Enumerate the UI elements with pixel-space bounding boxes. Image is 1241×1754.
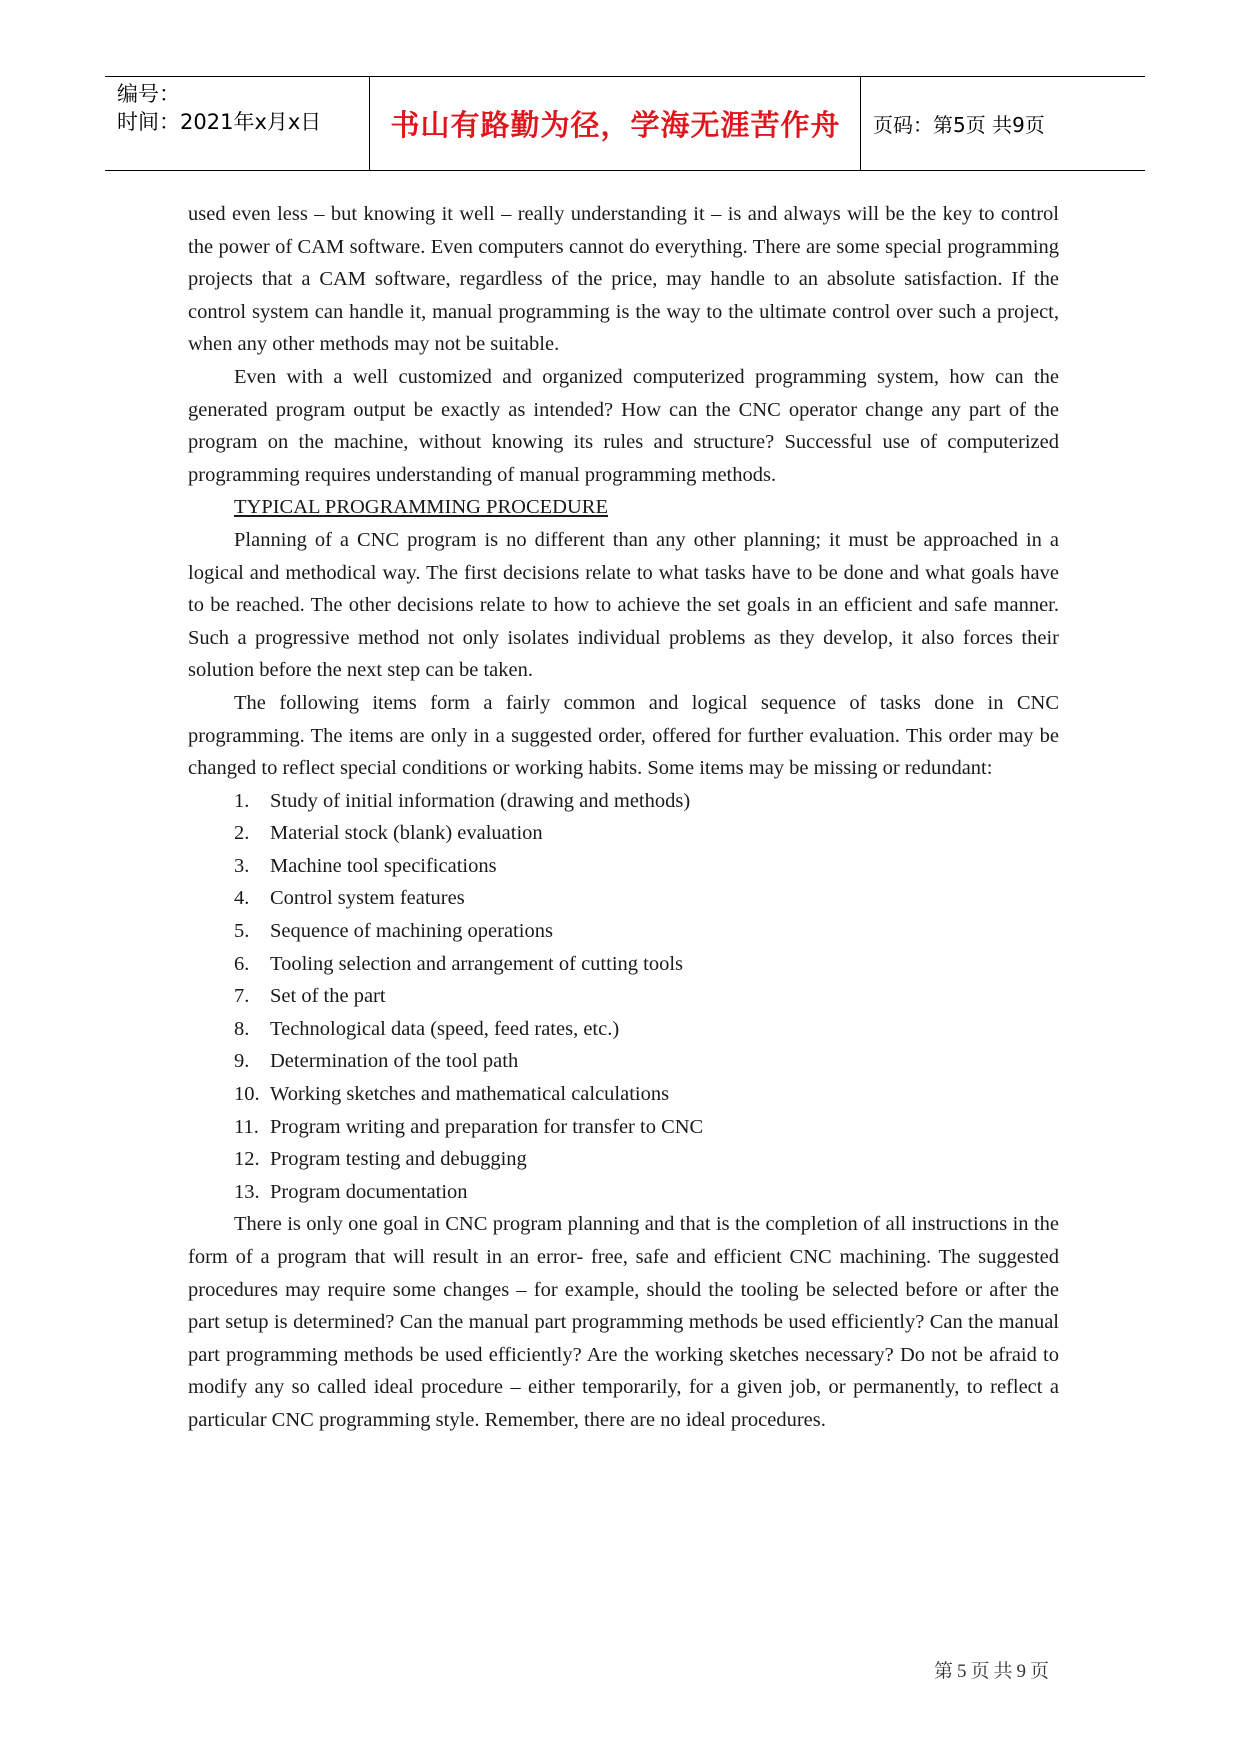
list-item <box>234 1078 1059 1111</box>
header-page-info: 页码：第5页 共9页 <box>873 113 1045 137</box>
list-item-number: 4. <box>234 887 250 910</box>
header-divider <box>860 77 861 170</box>
list-item-text: Control system features <box>270 887 465 910</box>
list-item-text: Sequence of machining operations <box>270 920 553 943</box>
list-item-text: Program documentation <box>270 1180 468 1203</box>
list-item <box>234 817 1059 850</box>
list-item <box>234 1111 1059 1144</box>
paragraph: Planning of a CNC program is no different than any other planning; it must be approached in a logical and methodical way. The first decisions relate to what tasks have to be done and what goals have to be reached. The other decisions relate to how to achieve the set goals in an efficient and safe manner. Such a progressive method not only isolates individual problems as they develop, it also forces their solution before the next step can be taken. <box>188 528 1059 682</box>
list-item-number: 13. <box>234 1180 260 1203</box>
list-item-number: 2. <box>234 822 250 845</box>
header-motto: 书山有路勤为径，学海无涯苦作舟 <box>390 108 841 142</box>
document-number-label: 编号： <box>117 82 180 106</box>
list-item-text: Study of initial information (drawing and methods) <box>270 789 691 812</box>
list-item-text: Working sketches and mathematical calculations <box>270 1083 670 1106</box>
list-item-number: 10. <box>234 1083 260 1106</box>
list-item <box>234 882 1059 915</box>
list-item <box>234 1176 1059 1209</box>
list-item <box>234 1045 1059 1078</box>
list-item <box>234 915 1059 948</box>
list-item-number: 11. <box>234 1115 259 1138</box>
list-item <box>234 980 1059 1013</box>
list-item <box>234 785 1059 818</box>
list-item-number: 12. <box>234 1148 260 1171</box>
paragraph: used even less – but knowing it well – really understanding it – is and always will be the key to control the power of CAM software. Even computers cannot do everything. There are some special programming projects that a CAM software, regardless of the price, may handle to an absolute satisfaction. If the control system can handle it, manual programming is the way to the ultimate control over such a project, when any other methods may not be suitable. <box>188 203 1059 356</box>
list-item-text: Program testing and debugging <box>270 1148 527 1171</box>
paragraph: There is only one goal in CNC program planning and that is the completion of all instructions in the form of a program that will result in an error- free, safe and efficient CNC machining. The suggested procedures may require some changes – for example, should the tooling be selected before or after the part setup is determined? Can the manual part programming methods be used efficiently? Can the manual part programming methods be used efficiently? Are the working sketches necessary? Do not be afraid to modify any so called ideal procedure – either temporarily, for a given job, or permanently, to reflect a particular CNC programming style. Remember, there are no ideal procedures. <box>188 1213 1059 1431</box>
list-item-number: 3. <box>234 854 250 877</box>
document-time-label: 时间：2021年x月x日 <box>117 110 322 134</box>
list-item-text: Technological data (speed, feed rates, etc.) <box>270 1017 620 1040</box>
list-item <box>234 1013 1059 1046</box>
list-item-number: 8. <box>234 1017 250 1040</box>
list-item-number: 9. <box>234 1050 250 1073</box>
procedure-list <box>188 785 1059 1209</box>
list-item <box>234 1143 1059 1176</box>
page-footer-number: 第5页共9页 <box>933 1661 1053 1682</box>
list-item-text: Machine tool specifications <box>270 854 497 877</box>
list-item-number: 6. <box>234 952 250 975</box>
list-item-number: 7. <box>234 985 250 1008</box>
list-item-text: Set of the part <box>270 985 386 1008</box>
paragraph: The following items form a fairly common and logical sequence of tasks done in CNC programming. The items are only in a suggested order, offered for further evaluation. This order may be changed to reflect special conditions or working habits. Some items may be missing or redundant: <box>188 691 1059 780</box>
list-item-number: 5. <box>234 920 250 943</box>
list-item <box>234 948 1059 981</box>
section-title: TYPICAL PROGRAMMING PROCEDURE <box>234 496 608 519</box>
list-item-text: Tooling selection and arrangement of cutting tools <box>270 952 684 975</box>
list-item-number: 1. <box>234 789 250 812</box>
paragraph: Even with a well customized and organized computerized programming system, how can the generated program output be exactly as intended? How can the CNC operator change any part of the program on the machine, without knowing its rules and structure? Successful use of computerized programming requires understanding of manual programming methods. <box>188 365 1059 486</box>
list-item <box>234 850 1059 883</box>
header-meta <box>117 77 372 170</box>
list-item-text: Program writing and preparation for transfer to CNC <box>270 1115 704 1138</box>
list-item-text: Determination of the tool path <box>270 1050 519 1073</box>
list-item-text: Material stock (blank) evaluation <box>270 822 543 845</box>
document-body <box>188 198 1059 1437</box>
header-divider <box>369 77 370 170</box>
page-header <box>105 76 1145 171</box>
